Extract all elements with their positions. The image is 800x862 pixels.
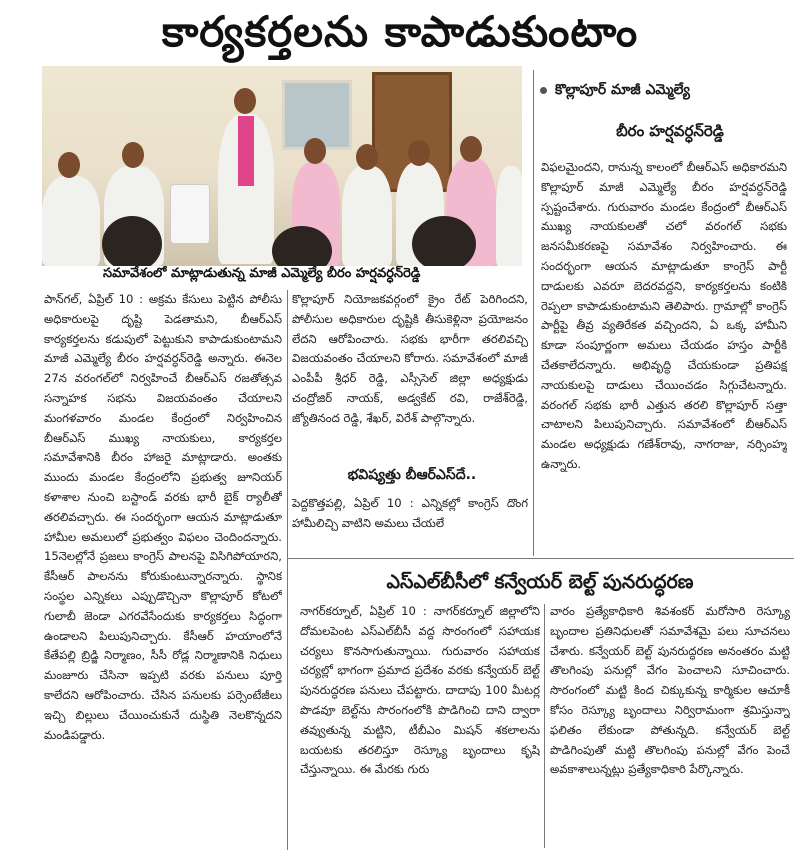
seated-head	[58, 152, 80, 178]
article1-column-2	[292, 290, 528, 456]
bullet-dot-icon	[540, 87, 547, 94]
article1-text-2: కొల్లాపూర్ నియోజకవర్గంలో క్రైం రేట్ పెరిగిందని, పోలీసుల అధికారుల దృష్టికి తీసుకెళ్లినా ప్రయోజనం లేదని ఆరోపించారు. సభకు భారీగా తరలివచ్చి విజయవంతం చేయాలని కోరారు. సమావేశంలో మాజీ ఎంపీపీ శ్రీధర్ రెడ్డి, ఎస్సీసెల్ జిల్లా అధ్యక్షుడు చంద్రోజిర్ నాయక్, అడ్వకేట్ రవి, రాజేశ్‌రెడ్డి, జ్యోతినంద రెడ్డి, శేఖర్, విరేశ్ పాల్గొన్నారు.	[292, 292, 528, 425]
seated-head	[408, 140, 430, 166]
article1-text-3: పెద్దకొత్తపల్లి, ఏప్రిల్ 10 : ఎన్నికల్లో కాంగ్రెస్ దొంగ హామీలిచ్చి వాటిని అమలు చేయలే	[292, 496, 528, 530]
photo-chair	[170, 184, 210, 244]
article1-subhead: భవిష్యత్తు బీఆర్ఎస్‌దే..	[347, 467, 477, 483]
article1-column-right	[541, 158, 787, 554]
headline: కార్యకర్తలను కాపాడుకుంటాం	[161, 7, 639, 56]
speaker-scarf	[238, 116, 254, 186]
photo-caption: సమావేశంలో మాట్లాడుతున్న మాజీ ఎమ్మెల్యే బీరం హర్షవర్ధన్‌రెడ్డి	[103, 266, 421, 281]
speaker-head	[234, 88, 256, 114]
foreground-head	[102, 216, 162, 266]
article2-text-2: వారం ప్రత్యేకాధికారి శివశంకర్ మరోసారి రెస్క్యూ బృందాల ప్రతినిధులతో సమావేశమై పలు సూచనలు చేశారు. కన్వేయర్ బెల్ట్ పునరుద్ధరణ అనంతరం మట్టి తొలగింపు పనుల్లో వేగం పెంచాలని సూచించారు. సొరంగంలో మట్టి కింద చిక్కుకున్న కార్మికుల ఆచూకీ కోసం రెస్క్యూ బృందాలు నిర్విరామంగా శ్రమిస్తున్నా ఫలితం లేకుండా పోతున్నది. కన్వేయర్ బెల్ట్ పొడిగింపుతో మట్టి తొలగింపు పనుల్లో వేగం పెంచే అవకాశాలున్నట్లు ప్రత్యేకాధికారి పేర్కొన్నారు.	[550, 604, 790, 777]
subtitle-text: కొల్లాపూర్ మాజీ ఎమ్మెల్యే	[555, 82, 690, 98]
seated-person	[496, 166, 522, 266]
article1-column-3	[292, 494, 528, 552]
article2-column-2	[550, 602, 790, 850]
section-divider	[288, 558, 794, 559]
seated-head	[356, 144, 378, 170]
subtitle-bullet	[540, 82, 790, 106]
seated-head	[122, 142, 144, 168]
column-divider	[287, 290, 288, 850]
article2-title: ఎస్‌ఎల్‌బీసీలో కన్వేయర్ బెల్ట్ పునరుద్ధరణ	[386, 571, 694, 593]
news-photo	[42, 66, 522, 266]
seated-head	[304, 138, 326, 164]
seated-head	[460, 136, 482, 162]
foreground-head	[412, 216, 476, 266]
article2-text-1: నాగర్‌కర్నూల్, ఏప్రిల్ 10 : నాగర్‌కర్నూల్ జిల్లాలోని దోమలపెంట ఎస్‌ఎల్‌బీసీ వద్ద సొరంగంలో సహాయక చర్యలు కొనసాగుతున్నాయి. గురువారం సహాయక చర్యల్లో భాగంగా ప్రమాద ప్రదేశం వరకు కన్వేయర్ బెల్ట్ పునరుద్ధరణ పనులు చేపట్టారు. దాదాపు 100 మీటర్ల పొడవూ బెల్ట్‌ను సొరంగంలోకి పొడిగించి దాని ద్వారా తవ్వుతున్న మట్టిని, టీబీఎం మిషన్ శకలాలను బయటకు తరలిస్తూ రెస్క్యూ బృందాలు కృషి చేస్తున్నాయి. ఈ మేరకు గురు	[300, 604, 540, 777]
column-divider	[533, 70, 534, 556]
article1-column-1	[44, 290, 282, 846]
column-divider	[544, 604, 545, 848]
byline: బీరం హర్షవర్ధన్‌రెడ్డి	[616, 122, 724, 140]
seated-person	[342, 166, 392, 266]
seated-person	[42, 176, 100, 266]
article1-text-right: విఫలమైందని, రానున్న కాలంలో బీఆర్ఎస్ అధికారమని కొల్లాపూర్ మాజీ ఎమ్మెల్యే బీరం హర్షవర్ధన్‌రెడ్డి స్పష్టంచేశారు. గురువారం మండల కేంద్రంలో బీఆర్ఎస్ ముఖ్య నాయకులతో చలో వరంగల్ సభకు జనసమీకరణపై సమావేశం నిర్వహించారు. ఈ సందర్భంగా ఆయన మాట్లాడుతూ కాంగ్రెస్ పార్టీ దాడులకు ఎవరూ బెదరవద్దని, కార్యకర్తలను కంటికి రెప్పలా కాపాడుకుంటామని తెలిపారు. గ్రామాల్లో కాంగ్రెస్ పార్టీపై తీవ్ర వ్యతిరేకత వచ్చిందని, ఏ ఒక్క హామీని కూడా సంపూర్ణంగా అమలు చేయడం హస్తం పార్టీకి చేతకాలేదన్నారు. అభివృద్ధి చేయకుండా ప్రతిపక్ష నాయకులపై దాడులు చేయించడం సిగ్గుచేటన్నారు. వరంగల్ సభకు భారీ ఎత్తున తరలి కొల్లాపూర్ సత్తా చాటాలని పిలుపునిచ్చారు. సమావేశంలో బీఆర్ఎస్ మండల అధ్యక్షుడు గణేశ్‌రావు, నాగరాజు, నర్సింహ్మ ఉన్నారు.	[541, 160, 787, 471]
article1-text-1: పాన్‌గల్, ఏప్రిల్ 10 : అక్రమ కేసులు పెట్టిన పోలీసు అధికారులపై దృష్టి పెడతామని, బీఆర్ఎస్ కార్యకర్తలను కడుపులో పెట్టుకుని కాపాడుకుంటామని మాజీ ఎమ్మెల్యే బీరం హర్షవర్ధన్‌రెడ్డి అన్నారు. ఈనెల 27న వరంగల్‌లో నిర్వహించే బీఆర్ఎస్ రజతోత్సవ సన్నాహక సభను విజయవంతం చేయాలని మంగళవారం మండల కేంద్రంలో నిర్వహించిన బీఆర్ఎస్ ముఖ్య నాయకులు, కార్యకర్తల సమావేశానికి బీరం హాజరై మాట్లాడారు. అంతకు ముందు మండల కేంద్రంలోని ప్రభుత్వ జూనియర్ కళాశాల నుంచి బస్టాండ్ వరకు భారీ బైక్ ర్యాలీతో తరలివచ్చారు. ఈ సందర్భంగా ఆయన మాట్లాడుతూ హామీల అమలులో ప్రభుత్వం విఫలం చెందిందన్నారు. 15నెలల్లోనే ప్రజలు కాంగ్రెస్ పాలనపై విసిగిపోయారని, కేసీఆర్ పాలనను కోరుకుంటున్నారన్నారు. స్థానిక సంస్థల ఎన్నికలు ఎప్పుడొచ్చినా కొల్లాపూర్ కోటలో గులాబీ జెండా ఎగరవేసేందుకు కార్యకర్తలు సిద్ధంగా ఉండాలని పిలుపునిచ్చారు. కేసీఆర్ హయాంలోనే కేతేపల్లి బ్రిడ్జి నిర్మాణం, సీసీ రోడ్ల నిర్మాణానికి నిధులు మంజూరు చేసినా ఇప్పటి వరకు పనులు పూర్తి కాలేదని ఆరోపించారు. చేసిన పనులకు పర్సెంటేజీలు ఇచ్చి బిల్లులు చేయించుకునే దుస్థితి నెలకొన్నదని మండిపడ్డారు.	[44, 292, 282, 742]
article2-column-1	[300, 602, 540, 850]
